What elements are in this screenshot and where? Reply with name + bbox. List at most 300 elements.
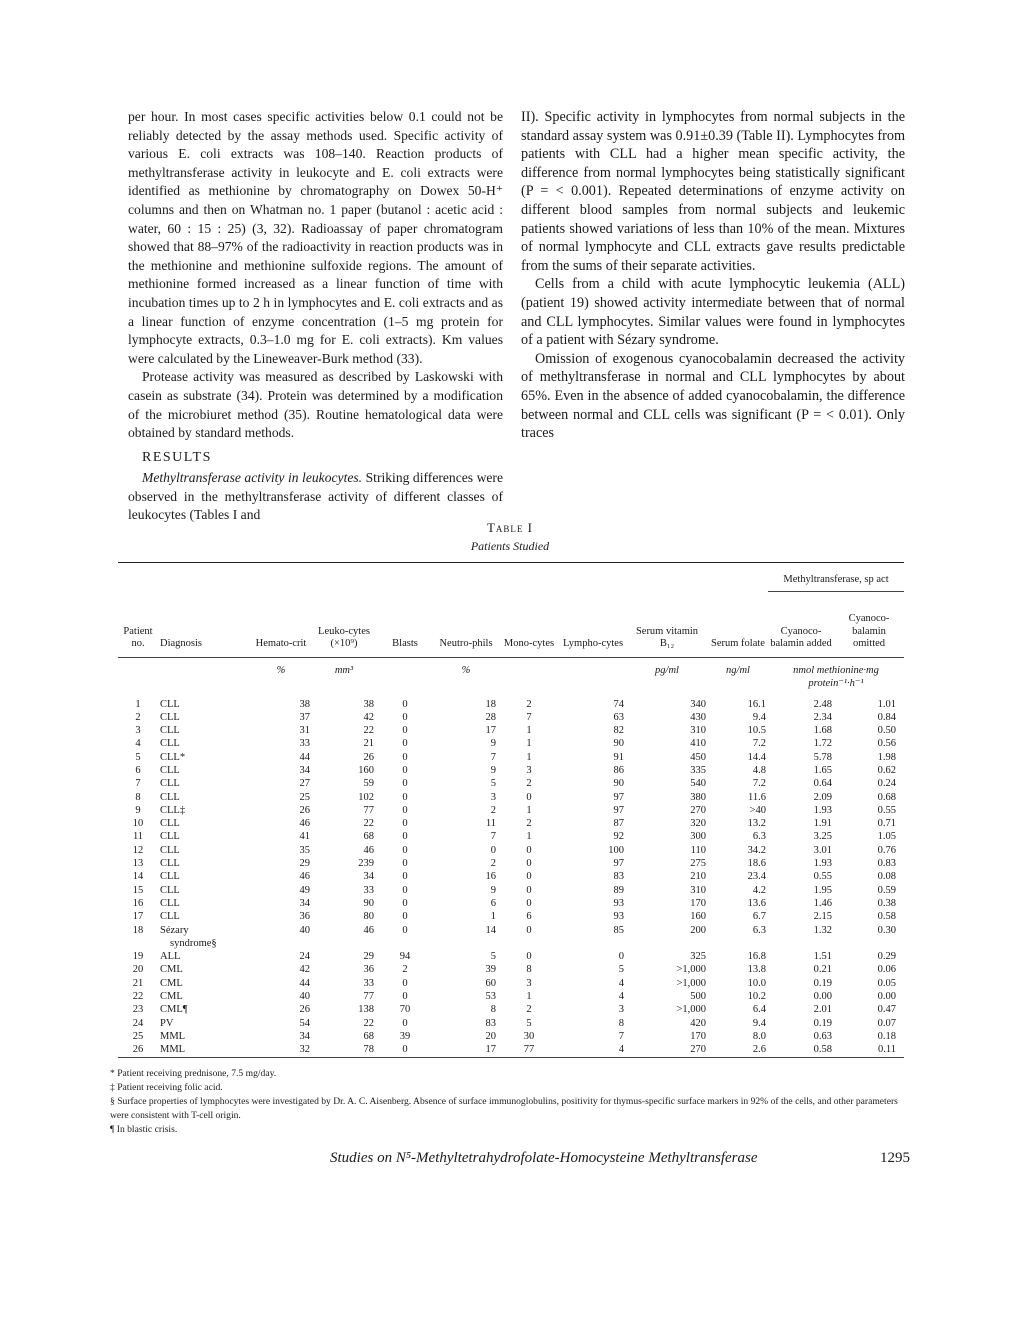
table-cell: 26 bbox=[299, 1004, 310, 1016]
table-cell: 9 bbox=[490, 884, 496, 896]
table-cell: 380 bbox=[690, 791, 706, 803]
table-cell: 0 bbox=[526, 871, 532, 883]
table-caption bbox=[0, 520, 1020, 554]
table-cell: 17 bbox=[132, 911, 144, 923]
table-cell: 90 bbox=[613, 778, 624, 790]
unit-label: nmol methionine·mg protein⁻¹·h⁻¹ bbox=[793, 664, 879, 689]
paragraph: per hour. In most cases specific activities below 0.1 could not be reliably detected by the assay methods used. Specific activity of various E. coli extracts was 108–140. Reaction products of methyltransferase activity in leukocyte and E. coli extracts were identified as methionine by chromatography on Dowex 50-H⁺ columns and then on Whatman no. 1 paper (butanol : acetic acid : water, 60 : 15 : 25) (3, 32). Radioassay of paper chromatogram showed that 88–97% of the radioactivity in reaction products was in the methionine and methionine sulfoxide regions. The amount of methionine formed increased as a linear function of time with incubation times up to 2 h in lymphocytes and E. coli extracts and as a linear function of enzyme concentration (1–5 mg protein for lymphocyte extracts, 0.3–1.0 mg for E. coli extracts). Km values were calculated by the Lineweaver-Burk method (33). bbox=[128, 109, 503, 366]
unit-label bbox=[158, 657, 250, 698]
table-cell: 86 bbox=[613, 764, 624, 776]
table-cell: 0 bbox=[402, 911, 408, 923]
table-cell: 0.05 bbox=[877, 977, 896, 989]
table-cell: 27 bbox=[299, 778, 310, 790]
table-cell: 0 bbox=[402, 698, 408, 710]
table-cell: 22 bbox=[132, 991, 144, 1003]
table-row bbox=[118, 764, 904, 777]
table-cell: 0.08 bbox=[877, 871, 896, 883]
table-cell: 0.68 bbox=[877, 791, 896, 803]
table-cell: 0 bbox=[526, 924, 532, 936]
table-cell: 4 bbox=[618, 977, 624, 989]
table-cell: MML bbox=[160, 1044, 186, 1056]
table-cell: 18 bbox=[132, 924, 144, 936]
table-cell: 430 bbox=[690, 711, 706, 723]
table-cell: 22 bbox=[363, 1017, 374, 1029]
table-cell: 1 bbox=[526, 991, 532, 1003]
table-cell: 160 bbox=[358, 764, 374, 776]
table-cell: CML bbox=[160, 964, 183, 976]
table-cell: 0 bbox=[402, 804, 408, 816]
table-patients bbox=[118, 562, 904, 1058]
table-cell: 8 bbox=[618, 1017, 624, 1029]
table-cell: 0 bbox=[402, 831, 408, 843]
table-cell: 0.21 bbox=[813, 964, 832, 976]
table-cell: 160 bbox=[690, 911, 706, 923]
paragraph: Cells from a child with acute lymphocytic leukemia (ALL) (patient 19) showed activity intermediate between that of normal and CLL lymphocytes. Similar values were found in lymphocytes of a patient with Sézary syndrome. bbox=[521, 276, 905, 349]
paragraph: II). Specific activity in lymphocytes from normal subjects in the standard assay system was 0.91±0.39 (Table II). Lymphocytes from patients with CLL had a higher mean specific activity, the difference from normal lymphocytes being statistically significant (P = < 0.001). Repeated determinations of enzyme activity on different blood samples from normal subjects and leukemic patients showed variations of less than 10% of the mean. Mixtures of normal lymphocyte and CLL extracts gave results predictable from the sums of their separate activities. bbox=[521, 109, 905, 274]
table-cell: CLL bbox=[160, 858, 180, 870]
table-cell: 85 bbox=[613, 924, 624, 936]
table-cell: 83 bbox=[613, 871, 624, 883]
table-cell: 500 bbox=[690, 991, 706, 1003]
table-cell: 3 bbox=[618, 1004, 624, 1016]
group-header: Methyltransferase, sp act bbox=[768, 563, 904, 591]
table-cell: 5 bbox=[490, 951, 496, 963]
table-cell: 77 bbox=[523, 1044, 535, 1056]
table-cell: 30 bbox=[523, 1030, 535, 1042]
column-header: Leuko-cytes (×10⁹) bbox=[318, 625, 370, 649]
table-cell: 54 bbox=[299, 1017, 310, 1029]
table-cell: 93 bbox=[613, 911, 624, 923]
table-cell: 36 bbox=[363, 964, 374, 976]
table-cell: 63 bbox=[613, 711, 624, 723]
table-cell: 138 bbox=[358, 1004, 374, 1016]
table-cell: 28 bbox=[485, 711, 496, 723]
table-cell: 13.2 bbox=[747, 818, 766, 830]
table-cell: 42 bbox=[363, 711, 374, 723]
table-row bbox=[118, 1030, 904, 1043]
table-cell: 1.95 bbox=[813, 884, 832, 896]
table-cell: 1 bbox=[526, 738, 532, 750]
table-cell: CLL bbox=[160, 778, 180, 790]
table-cell: 0.56 bbox=[877, 738, 896, 750]
table-cell: 23 bbox=[132, 1004, 144, 1016]
table-cell: 0 bbox=[618, 951, 624, 963]
table-cell: 102 bbox=[358, 791, 374, 803]
table-cell: 2 bbox=[135, 711, 141, 723]
table-cell: 0.29 bbox=[877, 951, 896, 963]
table-cell: 2 bbox=[526, 698, 532, 710]
table-cell: 0 bbox=[402, 711, 408, 723]
table-cell: 90 bbox=[613, 738, 624, 750]
table-cell: 0.55 bbox=[877, 804, 896, 816]
table-cell: 0 bbox=[402, 897, 408, 909]
table-cell: 2.09 bbox=[813, 791, 832, 803]
table-cell: 1.72 bbox=[813, 738, 832, 750]
table-title: Patients Studied bbox=[470, 539, 550, 553]
table-cell: 80 bbox=[363, 911, 374, 923]
table-cell: 34.2 bbox=[747, 844, 766, 856]
table-cell: 0 bbox=[402, 738, 408, 750]
table-cell: 14.4 bbox=[747, 751, 766, 763]
table-cell: 270 bbox=[690, 804, 706, 816]
table-cell: 0.71 bbox=[877, 818, 896, 830]
unit-label: % bbox=[276, 664, 286, 676]
table-cell: 60 bbox=[485, 977, 496, 989]
table-cell: 97 bbox=[613, 804, 624, 816]
table-cell: 26 bbox=[363, 751, 374, 763]
table-cell: 0 bbox=[526, 951, 532, 963]
running-title: Studies on N⁵-Methyltetrahydrofolate-Homocysteine Methyltransferase bbox=[330, 1150, 758, 1166]
table-row bbox=[118, 977, 904, 990]
table-cell: CML bbox=[160, 991, 183, 1003]
table-cell: 23.4 bbox=[747, 871, 766, 883]
table-cell: CLL bbox=[160, 791, 180, 803]
table-cell: 13.6 bbox=[747, 897, 766, 909]
table-cell: 10.2 bbox=[747, 991, 766, 1003]
table-cell: 0 bbox=[402, 924, 408, 936]
table-cell: 6.7 bbox=[752, 911, 766, 923]
table-cell: 1.51 bbox=[813, 951, 832, 963]
column-header: Hemato-crit bbox=[255, 638, 307, 649]
table-cell: 78 bbox=[363, 1044, 374, 1056]
table-cell: 53 bbox=[485, 991, 496, 1003]
table-cell: 39 bbox=[485, 964, 496, 976]
units-row bbox=[118, 657, 904, 698]
table-cell: 3 bbox=[526, 764, 532, 776]
table-cell: 29 bbox=[363, 951, 374, 963]
table-cell: 14 bbox=[132, 871, 144, 883]
table-cell: 68 bbox=[363, 1030, 374, 1042]
table-cell: 22 bbox=[363, 818, 374, 830]
table-cell: CML bbox=[160, 977, 183, 989]
table-cell: 35 bbox=[299, 844, 310, 856]
table-cell: 89 bbox=[613, 884, 624, 896]
table-cell: 74 bbox=[613, 698, 624, 710]
table-cell: 44 bbox=[299, 751, 310, 763]
table-cell: 1 bbox=[526, 751, 532, 763]
left-column bbox=[128, 108, 503, 525]
table-row bbox=[118, 897, 904, 910]
table-cell: CML¶ bbox=[160, 1004, 188, 1016]
table-cell: 94 bbox=[399, 951, 411, 963]
table-cell: CLL bbox=[160, 698, 180, 710]
table-cell: 0.19 bbox=[813, 1017, 832, 1029]
table-cell: 210 bbox=[690, 871, 706, 883]
table-row bbox=[118, 963, 904, 976]
table-cell: CLL bbox=[160, 897, 180, 909]
table-cell: 0 bbox=[402, 844, 408, 856]
unit-label: ng/ml bbox=[726, 664, 750, 676]
table-row bbox=[118, 910, 904, 923]
table-cell: 7 bbox=[490, 831, 496, 843]
table-cell: 46 bbox=[363, 844, 374, 856]
table-cell: 83 bbox=[485, 1017, 496, 1029]
table-cell: 3 bbox=[135, 725, 141, 737]
table-cell: 300 bbox=[690, 831, 706, 843]
table-cell: CLL* bbox=[160, 751, 186, 763]
table-cell: 2 bbox=[490, 858, 496, 870]
unit-label bbox=[376, 657, 434, 698]
table-cell: CLL bbox=[160, 911, 180, 923]
table-cell: >1,000 bbox=[676, 964, 706, 976]
table-cell: 7 bbox=[618, 1030, 624, 1042]
footnote: * Patient receiving prednisone, 7.5 mg/day. bbox=[110, 1068, 277, 1079]
table-cell: 239 bbox=[358, 858, 374, 870]
table-cell: 0.83 bbox=[877, 858, 896, 870]
page-footer bbox=[330, 1150, 910, 1167]
table-cell: >40 bbox=[749, 804, 766, 816]
table-cell: 1.93 bbox=[813, 804, 832, 816]
table-cell: 15 bbox=[132, 884, 144, 896]
table-cell: 16.8 bbox=[747, 951, 766, 963]
column-header: Cyanoco-balamin omitted bbox=[848, 613, 890, 649]
table-cell: 21 bbox=[132, 977, 144, 989]
table-cell: 46 bbox=[363, 924, 374, 936]
table-cell: 39 bbox=[399, 1030, 411, 1042]
table-cell: 0 bbox=[402, 871, 408, 883]
table-row bbox=[118, 857, 904, 870]
table-cell: 0.38 bbox=[877, 897, 896, 909]
table-cell: >1,000 bbox=[676, 977, 706, 989]
table-cell: 1.91 bbox=[813, 818, 832, 830]
table-cell: 7.2 bbox=[752, 738, 766, 750]
table-cell: 37 bbox=[299, 711, 310, 723]
table-footnotes bbox=[110, 1067, 910, 1137]
table-cell: 11 bbox=[132, 831, 144, 843]
table-row bbox=[118, 804, 904, 817]
table-cell: 13 bbox=[132, 858, 144, 870]
table-cell: Sézary syndrome§ bbox=[160, 924, 217, 949]
table-cell: 0 bbox=[402, 725, 408, 737]
table-cell: PV bbox=[160, 1017, 174, 1029]
table-cell: 1.65 bbox=[813, 764, 832, 776]
table-cell: 14 bbox=[485, 924, 496, 936]
table-cell: 11.6 bbox=[748, 791, 766, 803]
table-cell: 21 bbox=[363, 738, 374, 750]
table-cell: 25 bbox=[299, 791, 310, 803]
table-cell: 91 bbox=[613, 751, 624, 763]
table-row bbox=[118, 737, 904, 750]
table-cell: 8 bbox=[526, 964, 532, 976]
table-cell: 0 bbox=[402, 977, 408, 989]
table-cell: 0.50 bbox=[877, 725, 896, 737]
table-cell: 1 bbox=[526, 725, 532, 737]
table-cell: 2 bbox=[526, 778, 532, 790]
table-cell: 6 bbox=[490, 897, 496, 909]
column-header: Serum vitamin B₁₂ bbox=[635, 625, 699, 649]
table-cell: 420 bbox=[690, 1017, 706, 1029]
table-cell: 2 bbox=[490, 804, 496, 816]
table-cell: 1.93 bbox=[813, 858, 832, 870]
table-cell: 1 bbox=[526, 804, 532, 816]
unit-label: pg/ml bbox=[655, 664, 679, 676]
table-cell: 34 bbox=[299, 764, 310, 776]
table-cell: 34 bbox=[299, 1030, 310, 1042]
table-cell: 90 bbox=[363, 897, 374, 909]
table-cell: 0.58 bbox=[877, 911, 896, 923]
table-cell: 20 bbox=[132, 964, 144, 976]
table-cell: 46 bbox=[299, 871, 310, 883]
table-cell: 335 bbox=[690, 764, 706, 776]
table-cell: 0.30 bbox=[877, 924, 896, 936]
table-row bbox=[118, 751, 904, 764]
table-cell: 40 bbox=[299, 924, 310, 936]
table-cell: 0 bbox=[402, 778, 408, 790]
table-cell: 100 bbox=[608, 844, 624, 856]
table-cell: CLL‡ bbox=[160, 804, 186, 816]
table-row bbox=[118, 950, 904, 963]
table-cell: 17 bbox=[485, 725, 496, 737]
table-cell: 540 bbox=[690, 778, 706, 790]
table-cell: 7 bbox=[135, 778, 141, 790]
table-bottom-rule bbox=[118, 1057, 904, 1058]
table-cell: 2.6 bbox=[752, 1044, 766, 1056]
table-cell: 1 bbox=[490, 911, 496, 923]
table-cell: 1.01 bbox=[877, 698, 896, 710]
table-cell: 5 bbox=[618, 964, 624, 976]
table-cell: 170 bbox=[690, 897, 706, 909]
table-cell: 0.64 bbox=[813, 778, 832, 790]
table-row bbox=[118, 777, 904, 790]
table-cell: 36 bbox=[299, 911, 310, 923]
table-cell: 1.46 bbox=[813, 897, 832, 909]
table-cell: 0.58 bbox=[813, 1044, 832, 1056]
table-cell: 97 bbox=[613, 858, 624, 870]
table-cell: 0 bbox=[402, 991, 408, 1003]
table-cell: 270 bbox=[690, 1044, 706, 1056]
column-header: Mono-cytes bbox=[503, 638, 555, 649]
column-header: Serum folate bbox=[711, 638, 765, 649]
table-cell: 0.00 bbox=[813, 991, 832, 1003]
table-cell: MML bbox=[160, 1030, 186, 1042]
table-cell: CLL bbox=[160, 818, 180, 830]
table-cell: 0.06 bbox=[877, 964, 896, 976]
table-cell: 0 bbox=[402, 751, 408, 763]
table-cell: 33 bbox=[363, 977, 374, 989]
table-cell: 38 bbox=[363, 698, 374, 710]
table-cell: 6.3 bbox=[752, 924, 766, 936]
table-cell: 0 bbox=[526, 858, 532, 870]
table-cell: 59 bbox=[363, 778, 374, 790]
table-cell: 77 bbox=[363, 804, 374, 816]
column-header: Lympho-cytes bbox=[562, 638, 624, 649]
table-cell: 0 bbox=[526, 791, 532, 803]
table-cell: 0.11 bbox=[878, 1044, 896, 1056]
table-cell: 4.8 bbox=[752, 764, 766, 776]
column-header: Blasts bbox=[392, 638, 418, 649]
table-row bbox=[118, 724, 904, 737]
table-cell: 110 bbox=[690, 844, 706, 856]
table-cell: 33 bbox=[363, 884, 374, 896]
table-cell: 0.07 bbox=[877, 1017, 896, 1029]
table-row bbox=[118, 817, 904, 830]
section-heading: RESULTS bbox=[142, 449, 212, 465]
table-cell: 24 bbox=[132, 1017, 144, 1029]
table-cell: 0.59 bbox=[877, 884, 896, 896]
table-cell: 0.19 bbox=[813, 977, 832, 989]
table-cell: 3 bbox=[526, 977, 532, 989]
table-cell: CLL bbox=[160, 764, 180, 776]
table-cell: 33 bbox=[299, 738, 310, 750]
table-cell: 29 bbox=[299, 858, 310, 870]
table-row bbox=[118, 844, 904, 857]
table-row bbox=[118, 711, 904, 724]
table-cell: 0 bbox=[526, 884, 532, 896]
table-cell: 9 bbox=[490, 764, 496, 776]
table-cell: 6 bbox=[526, 911, 532, 923]
table-cell: ALL bbox=[160, 951, 181, 963]
table-cell: 3 bbox=[490, 791, 496, 803]
table-cell: 77 bbox=[363, 991, 374, 1003]
table-cell: 26 bbox=[299, 804, 310, 816]
table-cell: 0.24 bbox=[877, 778, 896, 790]
table-cell: 170 bbox=[690, 1030, 706, 1042]
table-cell: 87 bbox=[613, 818, 624, 830]
table-row bbox=[118, 1043, 904, 1056]
table-cell: 93 bbox=[613, 897, 624, 909]
paragraph: Omission of exogenous cyanocobalamin decreased the activity of methyltransferase in normal and CLL lymphocytes by about 65%. Even in the absence of added cyanocobalamin, the difference between normal and CLL cells was significant (P = < 0.01). Only traces bbox=[521, 350, 905, 442]
table-cell: 34 bbox=[299, 897, 310, 909]
table-cell: 200 bbox=[690, 924, 706, 936]
table-cell: 310 bbox=[690, 725, 706, 737]
table-cell: 68 bbox=[363, 831, 374, 843]
table-cell: 49 bbox=[299, 884, 310, 896]
table-cell: 2.48 bbox=[813, 698, 832, 710]
table-cell: 8.0 bbox=[752, 1030, 766, 1042]
table-cell: 44 bbox=[299, 977, 310, 989]
page-number: 1295 bbox=[880, 1150, 910, 1166]
table-cell: 320 bbox=[690, 818, 706, 830]
table-cell: CLL bbox=[160, 711, 180, 723]
unit-label: mm³ bbox=[334, 664, 354, 676]
table-cell: 3.25 bbox=[813, 831, 832, 843]
table-cell: 10 bbox=[132, 818, 144, 830]
right-column bbox=[521, 108, 905, 443]
table-cell: 0.18 bbox=[877, 1030, 896, 1042]
table-cell: 24 bbox=[299, 951, 310, 963]
table-cell: 9.4 bbox=[752, 711, 766, 723]
table-cell: 19 bbox=[132, 951, 144, 963]
table-row bbox=[118, 791, 904, 804]
table-row bbox=[118, 884, 904, 897]
table-cell: 32 bbox=[299, 1044, 310, 1056]
table-cell: 16 bbox=[132, 897, 144, 909]
table-cell: 325 bbox=[690, 951, 706, 963]
table-cell: 2.34 bbox=[813, 711, 832, 723]
table-cell: 0.47 bbox=[877, 1004, 896, 1016]
table-cell: 0 bbox=[402, 791, 408, 803]
table-cell: 0.55 bbox=[813, 871, 832, 883]
table-cell: >1,000 bbox=[676, 1004, 706, 1016]
table-cell: 1.98 bbox=[877, 751, 896, 763]
table-cell: 6.4 bbox=[752, 1004, 766, 1016]
table-cell: 3.01 bbox=[813, 844, 832, 856]
table-cell: 340 bbox=[690, 698, 706, 710]
table-cell: 6.3 bbox=[752, 831, 766, 843]
table-cell: 25 bbox=[132, 1030, 144, 1042]
table-cell: 12 bbox=[132, 844, 144, 856]
table-cell: 2 bbox=[402, 964, 408, 976]
table-cell: 1.32 bbox=[813, 924, 832, 936]
table-cell: 10.0 bbox=[747, 977, 766, 989]
table-cell: 450 bbox=[690, 751, 706, 763]
table-cell: 0 bbox=[402, 764, 408, 776]
table-cell: 0.00 bbox=[877, 991, 896, 1003]
table-cell: CLL bbox=[160, 738, 180, 750]
table-cell: 0.76 bbox=[877, 844, 896, 856]
table-cell: 42 bbox=[299, 964, 310, 976]
column-header: Diagnosis bbox=[160, 638, 202, 649]
